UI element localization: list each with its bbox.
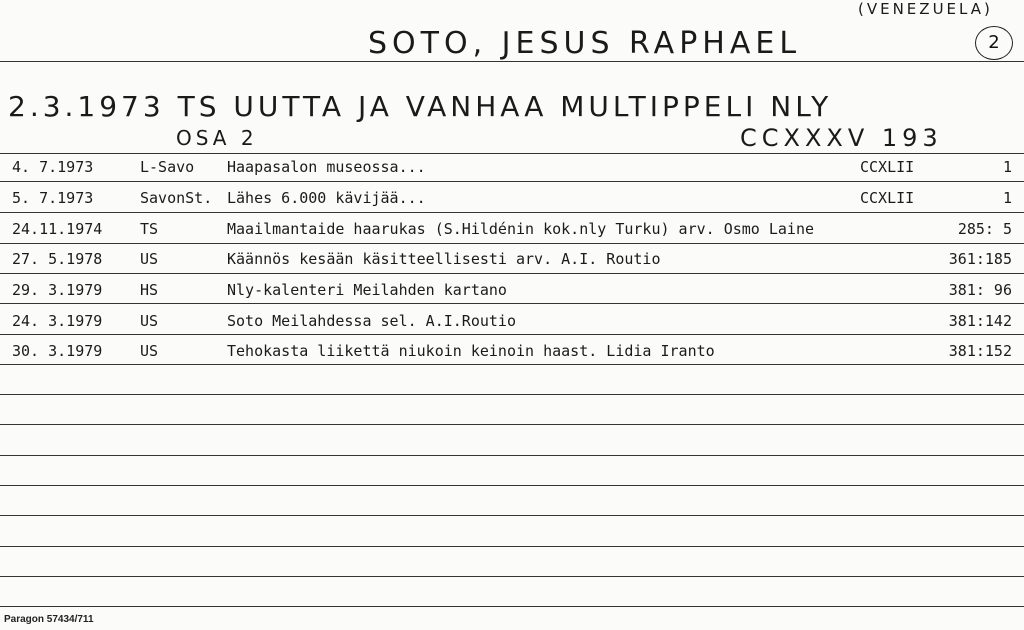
entry-date: 27. 5.1978 bbox=[12, 250, 103, 268]
entry-source: HS bbox=[140, 281, 159, 299]
entry-source: TS bbox=[140, 220, 159, 238]
rule-line bbox=[0, 515, 1024, 516]
entry-page: 381:142 bbox=[948, 312, 1012, 330]
entry-title: Soto Meilahdessa sel. A.I.Routio bbox=[227, 312, 516, 330]
entry-title: Haapasalon museossa... bbox=[227, 158, 426, 176]
rule-line bbox=[0, 61, 1024, 62]
rule-line bbox=[0, 212, 1024, 213]
rule-line bbox=[0, 576, 1024, 577]
rule-line bbox=[0, 606, 1024, 607]
entry-source: US bbox=[140, 312, 159, 330]
rule-line bbox=[0, 273, 1024, 274]
entry-date: 29. 3.1979 bbox=[12, 281, 103, 299]
handwritten-reference: CCXXXV 193 bbox=[740, 124, 943, 152]
rule-line bbox=[0, 485, 1024, 486]
rule-line bbox=[0, 303, 1024, 304]
country-note: (VENEZUELA) bbox=[858, 0, 993, 18]
rule-line bbox=[0, 394, 1024, 395]
entry-page: 1 bbox=[1002, 189, 1012, 207]
entry-source: SavonSt. bbox=[140, 189, 213, 207]
rule-line bbox=[0, 424, 1024, 425]
rule-line bbox=[0, 153, 1024, 154]
entry-ref: CCXLII bbox=[860, 189, 915, 207]
entry-title: Lähes 6.000 kävijää... bbox=[227, 189, 426, 207]
rule-line bbox=[0, 243, 1024, 244]
entry-ref: CCXLII bbox=[860, 158, 915, 176]
rule-line bbox=[0, 181, 1024, 182]
entry-title: Nly-kalenteri Meilahden kartano bbox=[227, 281, 507, 299]
entry-date: 24.11.1974 bbox=[12, 220, 103, 238]
rule-line bbox=[0, 455, 1024, 456]
entry-date: 4. 7.1973 bbox=[12, 158, 94, 176]
card-number-badge: 2 bbox=[975, 26, 1013, 60]
card-print-mark: Paragon 57434/711 bbox=[4, 614, 94, 625]
entry-page: 1 bbox=[1002, 158, 1012, 176]
entry-source: US bbox=[140, 250, 159, 268]
entry-date: 24. 3.1979 bbox=[12, 312, 103, 330]
handwritten-part: OSA 2 bbox=[176, 126, 258, 150]
entry-date: 30. 3.1979 bbox=[12, 342, 103, 360]
entry-source: US bbox=[140, 342, 159, 360]
entry-page: 361:185 bbox=[948, 250, 1012, 268]
entry-title: Tehokasta liikettä niukoin keinoin haast. Lidia Iranto bbox=[227, 342, 715, 360]
entry-source: L-Savo bbox=[140, 158, 195, 176]
handwritten-headline: 2.3.1973 TS UUTTA JA VANHAA MULTIPPELI NLY bbox=[8, 90, 833, 123]
entry-page: 381:152 bbox=[948, 342, 1012, 360]
entry-page: 285: 5 bbox=[957, 220, 1012, 238]
rule-line bbox=[0, 334, 1024, 335]
entry-title: Käännös kesään käsitteellisesti arv. A.I. Routio bbox=[227, 250, 661, 268]
entry-title: Maailmantaide haarukas (S.Hildénin kok.nly Turku) arv. Osmo Laine bbox=[227, 220, 814, 238]
entry-date: 5. 7.1973 bbox=[12, 189, 94, 207]
rule-line bbox=[0, 546, 1024, 547]
entry-page: 381: 96 bbox=[948, 281, 1012, 299]
rule-line bbox=[0, 364, 1024, 365]
artist-name: SOTO, JESUS RAPHAEL bbox=[368, 26, 802, 61]
